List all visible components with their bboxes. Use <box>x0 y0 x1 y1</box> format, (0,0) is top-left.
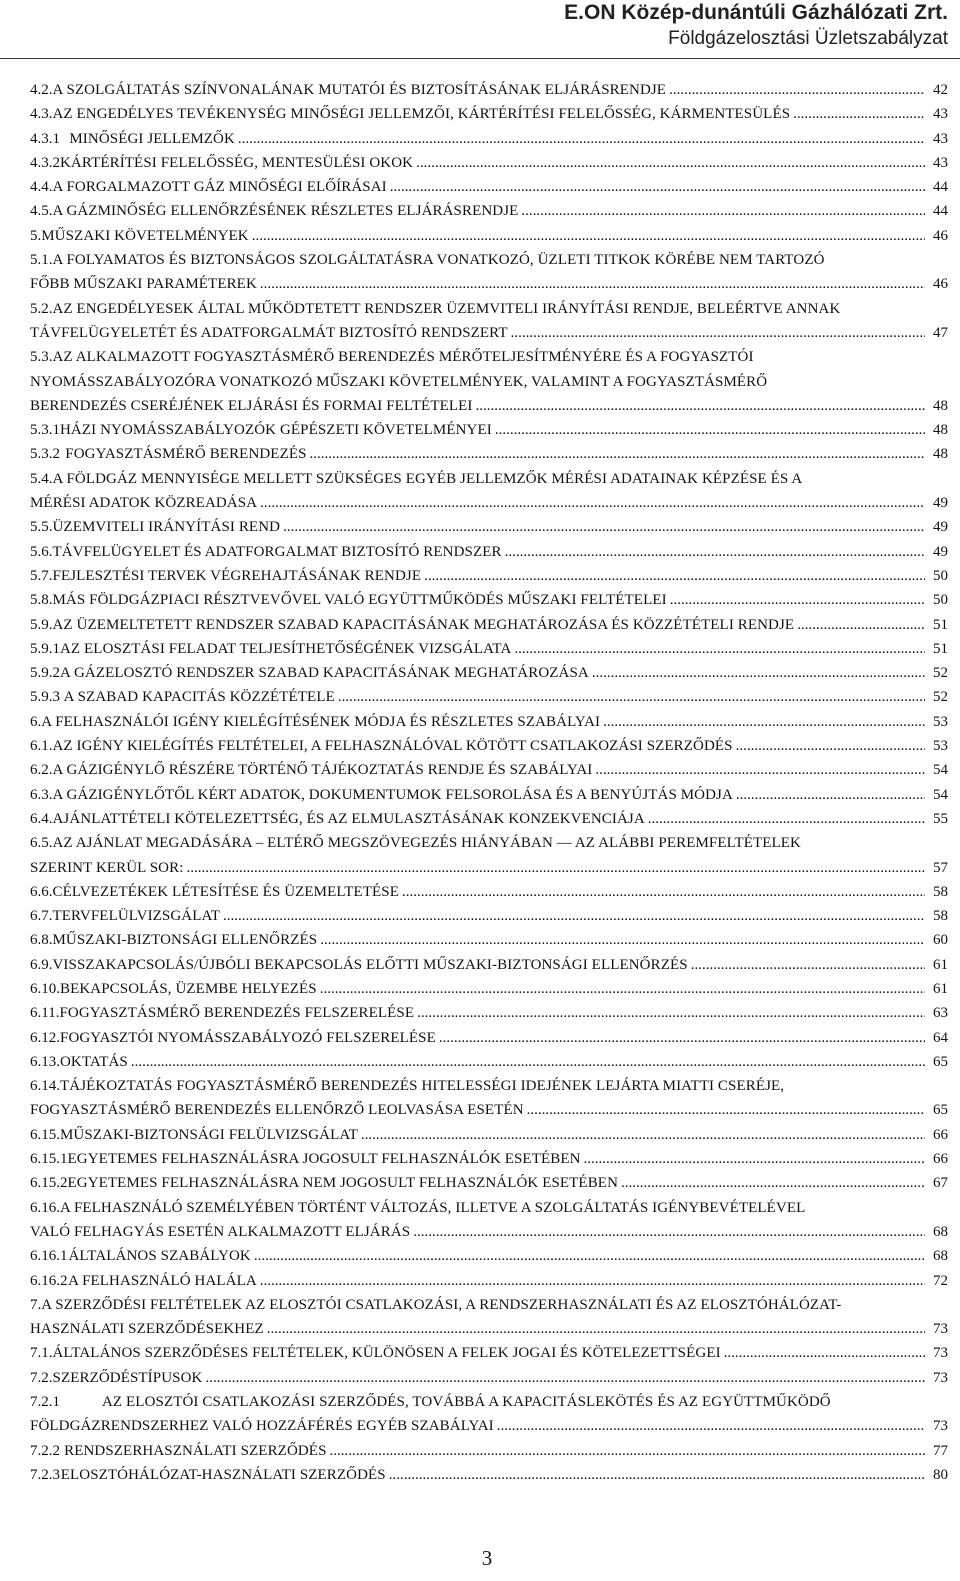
toc-entry[interactable] <box>30 467 948 516</box>
toc-entry-title: AZ ELOSZTÓI CSATLAKOZÁSI SZERZŐDÉS, TOVÁBBÁ A KAPACITÁSLEKÖTÉS ÉS AZ EGYÜTTMŰKÖDŐ <box>102 1394 831 1411</box>
toc-entry-number: 7.2.2 <box>30 1442 60 1459</box>
toc-entry[interactable] <box>30 1026 948 1050</box>
toc-dot-leader <box>223 904 925 928</box>
toc-entry[interactable] <box>30 880 948 904</box>
toc-dot-leader <box>527 1098 925 1122</box>
toc-entry-page: 48 <box>933 422 948 439</box>
toc-dot-leader <box>390 175 925 199</box>
toc-entry-page: 47 <box>933 324 948 341</box>
toc-entry-title: MŰSZAKI-BIZTONSÁGI ELLENŐRZÉS <box>52 932 318 949</box>
toc-entry[interactable] <box>30 734 948 758</box>
toc-entry[interactable] <box>30 1123 948 1147</box>
toc-entry-page: 48 <box>933 446 948 463</box>
toc-entry-title: KÁRTÉRÍTÉSI FELELŐSSÉG, MENTESÜLÉSI OKOK <box>60 154 414 171</box>
toc-dot-leader <box>584 1147 925 1171</box>
toc-dot-leader <box>592 661 925 685</box>
toc-entry-number: 7.2. <box>30 1369 53 1386</box>
toc-entry[interactable] <box>30 1463 948 1487</box>
toc-entry-title: EGYETEMES FELHASZNÁLÁSRA NEM JOGOSULT FELHASZNÁLÓK ESETÉBEN <box>67 1175 618 1192</box>
toc-entry-title: CÉLVEZETÉKEK LÉTESÍTÉSE ÉS ÜZEMELTETÉSE <box>52 883 399 900</box>
toc-entry-number: 5.3.1 <box>30 422 60 439</box>
toc-entry-title: AZ AJÁNLAT MEGADÁSÁRA – ELTÉRŐ MEGSZÖVEGEZÉS HIÁNYÁBAN — AZ ALÁBBI PEREMFELTÉTELEK <box>52 835 801 852</box>
toc-entry-title: AZ IGÉNY KIELÉGÍTÉS FELTÉTELEI, A FELHASZNÁLÓVAL KÖTÖTT CSATLAKOZÁSI SZERZŐDÉS <box>52 738 733 755</box>
toc-dot-leader <box>736 734 925 758</box>
toc-entry[interactable] <box>30 418 948 442</box>
toc-entry-title: SZERZŐDÉSTÍPUSOK <box>52 1369 203 1386</box>
toc-entry[interactable] <box>30 1171 948 1195</box>
toc-dot-leader <box>361 1123 925 1147</box>
toc-entry-title: OKTATÁS <box>60 1053 128 1070</box>
toc-entry-number: 4.3.1 <box>30 130 60 147</box>
toc-entry-page: 65 <box>933 1053 948 1070</box>
toc-entry-title: FŐBB MŰSZAKI PARAMÉTEREK <box>30 276 257 293</box>
toc-entry-page: 44 <box>933 179 948 196</box>
toc-entry-page: 72 <box>933 1272 948 1289</box>
toc-entry-title: MÁS FÖLDGÁZPIACI RÉSZTVEVŐVEL VALÓ EGYÜTTMŰKÖDÉS MŰSZAKI FELTÉTELEI <box>52 592 667 609</box>
toc-entry[interactable] <box>30 564 948 588</box>
toc-entry-number: 6.10. <box>30 980 60 997</box>
toc-dot-leader <box>260 491 925 515</box>
toc-entry-number: 7.1. <box>30 1345 53 1362</box>
toc-entry-page: 49 <box>933 495 948 512</box>
page-number: 3 <box>481 1546 493 1570</box>
toc-dot-leader <box>621 1171 925 1195</box>
toc-entry-page: 61 <box>933 956 948 973</box>
toc-dot-leader <box>238 127 925 151</box>
toc-entry-title: A FORGALMAZOTT GÁZ MINŐSÉGI ELŐÍRÁSAI <box>52 179 387 196</box>
toc-entry-title: FOGYASZTÁSMÉRŐ BERENDEZÉS FELSZERELÉSE <box>59 1005 415 1022</box>
toc-entry-title: A FÖLDGÁZ MENNYISÉGE MELLETT SZÜKSÉGES EGYÉB JELLEMZŐK MÉRÉSI ADATAINAK KÉPZÉSE ÉS A <box>52 470 803 487</box>
toc-entry[interactable] <box>30 540 948 564</box>
toc-entry-title: AZ ÜZEMELTETETT RENDSZER SZABAD KAPACITÁSÁNAK MEGHATÁROZÁSA ÉS KÖZZÉTÉTELI RENDJE <box>52 616 795 633</box>
toc-entry[interactable] <box>30 102 948 126</box>
toc-entry-number: 5.9.3 <box>30 689 60 706</box>
toc-entry-page: 43 <box>933 154 948 171</box>
toc-entry-page: 52 <box>933 665 948 682</box>
toc-entry-title: SZERINT KERÜL SOR: <box>30 859 184 876</box>
toc-entry-number: 6.9. <box>30 956 53 973</box>
toc-entry-number: 4.3.2 <box>30 154 60 171</box>
toc-entry-page: 44 <box>933 203 948 220</box>
toc-dot-leader <box>417 1001 925 1025</box>
toc-entry-number: 5.2. <box>30 300 53 317</box>
toc-entry-title: NYOMÁSSZABÁLYOZÓRA VONATKOZÓ MŰSZAKI KÖVETELMÉNYEK, VALAMINT A FOGYASZTÁSMÉRŐ <box>30 373 768 390</box>
toc-entry-number: 6. <box>30 713 42 730</box>
toc-entry-title: VISSZAKAPCSOLÁS/ÚJBÓLI BEKAPCSOLÁS ELŐTTI MŰSZAKI-BIZTONSÁGI ELLENŐRZÉS <box>52 956 688 973</box>
toc-entry[interactable] <box>30 710 948 734</box>
toc-entry-title: MINŐSÉGI JELLEMZŐK <box>69 130 235 147</box>
toc-entry[interactable] <box>30 1293 948 1342</box>
toc-entry-page: 51 <box>933 640 948 657</box>
toc-dot-leader <box>670 588 925 612</box>
toc-entry-number: 5.9.2 <box>30 665 60 682</box>
toc-entry-title: A SZOLGÁLTATÁS SZÍNVONALÁNAK MUTATÓI ÉS BIZTOSÍTÁSÁNAK ELJÁRÁSRENDJE <box>52 82 667 98</box>
toc-entry-page: 49 <box>933 519 948 536</box>
toc-entry-page: 73 <box>933 1418 948 1435</box>
toc-entry-title: A GÁZELOSZTÓ RENDSZER SZABAD KAPACITÁSÁNAK MEGHATÁROZÁSA <box>60 665 589 682</box>
toc-entry-page: 55 <box>933 810 948 827</box>
toc-entry-title: A GÁZIGÉNYLŐTŐL KÉRT ADATOK, DOKUMENTUMOK FELSOROLÁSA ÉS A BENYÚJTÁS MÓDJA <box>52 786 733 803</box>
toc-entry-number: 6.15.2 <box>30 1175 68 1192</box>
toc-entry-number: 5.4. <box>30 470 53 487</box>
toc-entry-page: 67 <box>933 1175 948 1192</box>
toc-entry-number: 6.14. <box>30 1078 60 1095</box>
toc-dot-leader <box>252 224 925 248</box>
toc-entry-number: 7.2.3 <box>30 1466 60 1483</box>
toc-dot-leader <box>514 637 925 661</box>
toc-entry-title: A FELHASZNÁLÓI IGÉNY KIELÉGÍTÉSÉNEK MÓDJA ÉS RÉSZLETES SZABÁLYAI <box>41 713 601 730</box>
toc-entry-number: 5.3. <box>30 349 53 366</box>
toc-entry-title: HÁZI NYOMÁSSZABÁLYOZÓK GÉPÉSZETI KÖVETELMÉNYEI <box>60 422 492 439</box>
toc-entry-page: 43 <box>933 106 948 123</box>
toc-dot-leader <box>797 613 925 637</box>
toc-entry-number: 4.5. <box>30 203 53 220</box>
toc-entry-title: FEJLESZTÉSI TERVEK VÉGREHAJTÁSÁNAK RENDJE <box>52 567 422 584</box>
toc-dot-leader <box>283 515 925 539</box>
toc-entry[interactable] <box>30 685 948 709</box>
toc-entry-page: 46 <box>933 227 948 244</box>
toc-dot-leader <box>497 1414 925 1438</box>
toc-dot-leader <box>254 1244 925 1268</box>
toc-dot-leader <box>267 1317 925 1341</box>
toc-dot-leader <box>603 710 925 734</box>
toc-entry-number: 6.15. <box>30 1126 60 1143</box>
toc-entry-page: 66 <box>933 1126 948 1143</box>
toc-entry[interactable] <box>30 175 948 199</box>
toc-dot-leader <box>320 977 925 1001</box>
toc-dot-leader <box>205 1366 925 1390</box>
toc-entry-number: 4.3. <box>30 106 53 123</box>
toc-entry-page: 63 <box>933 1005 948 1022</box>
header-divider <box>0 58 960 59</box>
toc-entry-title: A SZERZŐDÉSI FELTÉTELEK AZ ELOSZTÓI CSATLAKOZÁSI, A RENDSZERHASZNÁLATI ÉS AZ ELOSZTÓHÁLÓZAT- <box>41 1296 842 1313</box>
toc-entry-number: 6.16.1 <box>30 1248 68 1265</box>
toc-entry-page: 54 <box>933 786 948 803</box>
toc-entry-number: 6.6. <box>30 883 53 900</box>
toc-entry-page: 46 <box>933 276 948 293</box>
table-of-contents <box>30 78 948 1487</box>
toc-dot-leader <box>669 78 925 102</box>
toc-entry[interactable] <box>30 807 948 831</box>
toc-dot-leader <box>793 102 925 126</box>
toc-entry-title: ÁLTALÁNOS SZABÁLYOK <box>68 1248 251 1265</box>
toc-dot-leader <box>736 783 925 807</box>
toc-entry-number: 6.15.1 <box>30 1151 68 1168</box>
toc-entry-title: TERVFELÜLVIZSGÁLAT <box>52 908 221 925</box>
toc-entry-number: 6.16. <box>30 1199 60 1216</box>
toc-entry-title: TÁVFELÜGYELETÉT ÉS ADATFORGALMÁT BIZTOSÍTÓ RENDSZERT <box>30 324 508 341</box>
toc-dot-leader <box>495 418 925 442</box>
page-footer <box>0 1546 960 1571</box>
toc-entry-title: ÜZEMVITELI IRÁNYÍTÁSI REND <box>52 519 281 536</box>
toc-dot-leader <box>260 1269 925 1293</box>
toc-entry-number: 5. <box>30 227 42 244</box>
toc-entry-title: AZ ENGEDÉLYES TEVÉKENYSÉG MINŐSÉGI JELLEMZŐI, KÁRTÉRÍTÉSI FELELŐSSÉG, KÁRMENTESÜLÉS <box>52 106 791 123</box>
toc-dot-leader <box>595 758 925 782</box>
toc-entry-title: AJÁNLATTÉTELI KÖTELEZETTSÉG, ÉS AZ ELMULASZTÁSÁNAK KONZEKVENCIÁJA <box>52 810 645 827</box>
toc-dot-leader <box>260 272 925 296</box>
toc-entry-title: FÖLDGÁZRENDSZERHEZ VALÓ HOZZÁFÉRÉS EGYÉB SZABÁLYAI <box>30 1418 494 1435</box>
toc-entry-title: AZ ENGEDÉLYESEK ÁLTAL MŰKÖDTETETT RENDSZER ÜZEMVITELI IRÁNYÍTÁSI RENDJE, BELEÉRTVE ANNAK <box>52 300 841 317</box>
toc-entry[interactable] <box>30 1341 948 1365</box>
toc-entry[interactable] <box>30 1269 948 1293</box>
toc-entry-title: A GÁZIGÉNYLŐ RÉSZÉRE TÖRTÉNŐ TÁJÉKOZTATÁS RENDJE ÉS SZABÁLYAI <box>52 762 593 779</box>
toc-entry-page: 65 <box>933 1102 948 1119</box>
toc-entry[interactable] <box>30 297 948 346</box>
toc-entry-number: 5.7. <box>30 567 53 584</box>
toc-entry-title: ÁLTALÁNOS SZERZŐDÉSES FELTÉTELEK, KÜLÖNÖSEN A FELEK JOGAI ÉS KÖTELEZETTSÉGEI <box>52 1345 721 1362</box>
toc-dot-leader <box>648 807 925 831</box>
toc-entry[interactable] <box>30 783 948 807</box>
toc-entry-page: 64 <box>933 1029 948 1046</box>
toc-entry-number: 4.2. <box>30 82 53 98</box>
toc-entry-number: 6.16.2 <box>30 1272 68 1289</box>
toc-entry-title: VALÓ FELHAGYÁS ESETÉN ALKALMAZOTT ELJÁRÁS <box>30 1223 411 1240</box>
toc-entry[interactable] <box>30 127 948 151</box>
toc-entry-number: 6.5. <box>30 835 53 852</box>
toc-entry-number: 6.11. <box>30 1005 60 1022</box>
toc-entry-number: 6.4. <box>30 810 53 827</box>
toc-entry-title: A FELHASZNÁLÓ HALÁLA <box>68 1272 257 1289</box>
toc-entry-page: 51 <box>933 616 948 633</box>
toc-entry[interactable] <box>30 248 948 297</box>
toc-entry-number: 5.5. <box>30 519 53 536</box>
toc-dot-leader <box>475 394 925 418</box>
toc-entry-number: 5.6. <box>30 543 53 560</box>
toc-entry-title: FOGYASZTÁSMÉRŐ BERENDEZÉS <box>65 446 307 463</box>
toc-dot-leader <box>131 1050 925 1074</box>
toc-entry[interactable] <box>30 588 948 612</box>
toc-entry[interactable] <box>30 977 948 1001</box>
toc-entry-page: 61 <box>933 980 948 997</box>
toc-entry-page: 49 <box>933 543 948 560</box>
toc-entry-number: 5.3.2 <box>30 446 60 463</box>
toc-dot-leader <box>320 928 925 952</box>
toc-entry-page: 48 <box>933 397 948 414</box>
toc-entry[interactable] <box>30 928 948 952</box>
toc-entry[interactable] <box>30 758 948 782</box>
toc-entry[interactable] <box>30 953 948 977</box>
toc-dot-leader <box>691 953 925 977</box>
toc-entry[interactable] <box>30 613 948 637</box>
toc-dot-leader <box>389 1463 925 1487</box>
toc-dot-leader <box>416 151 925 175</box>
toc-entry-number: 6.12. <box>30 1029 60 1046</box>
toc-entry-page: 73 <box>933 1345 948 1362</box>
toc-entry-page: 53 <box>933 713 948 730</box>
toc-entry-title: MÉRÉSI ADATOK KÖZREADÁSA <box>30 495 258 512</box>
toc-entry-number: 5.9.1 <box>30 640 60 657</box>
toc-dot-leader <box>724 1341 925 1365</box>
toc-entry-page: 53 <box>933 738 948 755</box>
page-header <box>564 0 948 50</box>
toc-entry-page: 60 <box>933 932 948 949</box>
toc-entry-page: 68 <box>933 1248 948 1265</box>
toc-dot-leader <box>310 442 925 466</box>
toc-entry[interactable] <box>30 78 948 102</box>
toc-entry-number: 5.8. <box>30 592 53 609</box>
toc-entry[interactable] <box>30 515 948 539</box>
toc-entry-title: FOGYASZTÓI NYOMÁSSZABÁLYOZÓ FELSZERELÉSE <box>60 1029 436 1046</box>
toc-entry[interactable] <box>30 151 948 175</box>
toc-entry-page: 58 <box>933 908 948 925</box>
toc-entry-number: 6.2. <box>30 762 53 779</box>
toc-entry-number: 6.3. <box>30 786 53 803</box>
toc-entry-page: 52 <box>933 689 948 706</box>
toc-entry-title: A FELHASZNÁLÓ SZEMÉLYÉBEN TÖRTÉNT VÁLTOZÁS, ILLETVE A SZOLGÁLTATÁS IGÉNYBEVÉTELÉVEL <box>60 1199 806 1216</box>
toc-dot-leader <box>511 321 925 345</box>
toc-entry-page: 77 <box>933 1442 948 1459</box>
toc-entry[interactable] <box>30 1390 948 1439</box>
toc-dot-leader <box>338 685 925 709</box>
toc-entry[interactable] <box>30 199 948 223</box>
toc-entry[interactable] <box>30 1244 948 1268</box>
document-subtitle: Földgázelosztási Üzletszabályzat <box>668 28 948 49</box>
toc-entry-page: 58 <box>933 883 948 900</box>
toc-entry-number: 4.4. <box>30 179 53 196</box>
toc-entry-page: 43 <box>933 130 948 147</box>
toc-entry-title: TÁVFELÜGYELET ÉS ADATFORGALMAT BIZTOSÍTÓ RENDSZER <box>52 543 502 560</box>
toc-entry[interactable] <box>30 904 948 928</box>
toc-entry-title: MŰSZAKI-BIZTONSÁGI FELÜLVIZSGÁLAT <box>60 1126 358 1143</box>
toc-entry-title: ELOSZTÓHÁLÓZAT-HASZNÁLATI SZERZŐDÉS <box>60 1466 386 1483</box>
toc-entry-page: 50 <box>933 567 948 584</box>
toc-entry[interactable] <box>30 661 948 685</box>
toc-entry-title: BERENDEZÉS CSERÉJÉNEK ELJÁRÁSI ÉS FORMAI FELTÉTELEI <box>30 397 473 414</box>
toc-entry-title: A GÁZMINŐSÉG ELLENŐRZÉSÉNEK RÉSZLETES ELJÁRÁSRENDJE <box>52 203 519 220</box>
toc-entry-number: 7.2.1 <box>30 1394 60 1411</box>
toc-dot-leader <box>505 540 925 564</box>
toc-entry-title: A FOLYAMATOS ÉS BIZTONSÁGOS SZOLGÁLTATÁSRA VONATKOZÓ, ÜZLETI TITKOK KÖRÉBE NEM TARTOZÓ <box>52 252 825 269</box>
toc-entry-title: RENDSZERHASZNÁLATI SZERZŐDÉS <box>64 1442 327 1459</box>
toc-entry-number: 7. <box>30 1296 42 1313</box>
toc-dot-leader <box>402 880 925 904</box>
toc-entry-title: MŰSZAKI KÖVETELMÉNYEK <box>41 227 249 244</box>
toc-entry-page: 54 <box>933 762 948 779</box>
toc-entry[interactable] <box>30 1196 948 1245</box>
toc-entry[interactable] <box>30 1147 948 1171</box>
toc-entry-number: 5.9. <box>30 616 53 633</box>
toc-entry-title: A SZABAD KAPACITÁS KÖZZÉTÉTELE <box>63 689 335 706</box>
toc-entry[interactable] <box>30 1366 948 1390</box>
toc-entry-title: HASZNÁLATI SZERZŐDÉSEKHEZ <box>30 1321 264 1338</box>
toc-entry-page: 57 <box>933 859 948 876</box>
toc-entry-number: 6.1. <box>30 738 53 755</box>
toc-entry[interactable] <box>30 1074 948 1123</box>
toc-dot-leader <box>521 199 925 223</box>
toc-entry[interactable] <box>30 637 948 661</box>
toc-entry-number: 6.13. <box>30 1053 60 1070</box>
toc-entry[interactable] <box>30 1439 948 1463</box>
toc-dot-leader <box>186 856 925 880</box>
toc-entry-number: 6.8. <box>30 932 53 949</box>
toc-entry-number: 5.1. <box>30 252 53 269</box>
toc-entry[interactable] <box>30 1050 948 1074</box>
toc-entry-title: AZ ALKALMAZOTT FOGYASZTÁSMÉRŐ BERENDEZÉS MÉRŐTELJESÍTMÉNYÉRE ÉS A FOGYASZTÓI <box>52 349 754 366</box>
company-name: E.ON Közép-dunántúli Gázhálózati Zrt. <box>564 1 948 24</box>
toc-entry-title: AZ ELOSZTÁSI FELADAT TELJESÍTHETŐSÉGÉNEK VIZSGÁLATA <box>60 640 512 657</box>
toc-entry-title: FOGYASZTÁSMÉRŐ BERENDEZÉS ELLENŐRZŐ LEOLVASÁSA ESETÉN <box>30 1102 524 1119</box>
toc-entry-title: EGYETEMES FELHASZNÁLÁSRA JOGOSULT FELHASZNÁLÓK ESETÉBEN <box>67 1151 581 1168</box>
toc-entry-page: 66 <box>933 1151 948 1168</box>
toc-entry[interactable] <box>30 442 948 466</box>
toc-entry-title: TÁJÉKOZTATÁS FOGYASZTÁSMÉRŐ BERENDEZÉS HITELESSÉGI IDEJÉNEK LEJÁRTA MIATTI CSERÉJE, <box>60 1078 785 1095</box>
toc-entry-number: 6.7. <box>30 908 53 925</box>
toc-entry[interactable] <box>30 1001 948 1025</box>
toc-entry-title: BEKAPCSOLÁS, ÜZEMBE HELYEZÉS <box>60 980 317 997</box>
toc-entry[interactable] <box>30 831 948 880</box>
toc-dot-leader <box>413 1220 925 1244</box>
toc-dot-leader <box>424 564 925 588</box>
toc-entry-page: 73 <box>933 1369 948 1386</box>
toc-dot-leader <box>330 1439 925 1463</box>
toc-entry-page: 68 <box>933 1223 948 1240</box>
toc-dot-leader <box>439 1026 925 1050</box>
toc-entry-page: 80 <box>933 1466 948 1483</box>
toc-entry-page: 50 <box>933 592 948 609</box>
toc-entry[interactable] <box>30 345 948 418</box>
toc-entry-page: 42 <box>933 82 948 98</box>
toc-entry-page: 73 <box>933 1321 948 1338</box>
toc-entry[interactable] <box>30 224 948 248</box>
